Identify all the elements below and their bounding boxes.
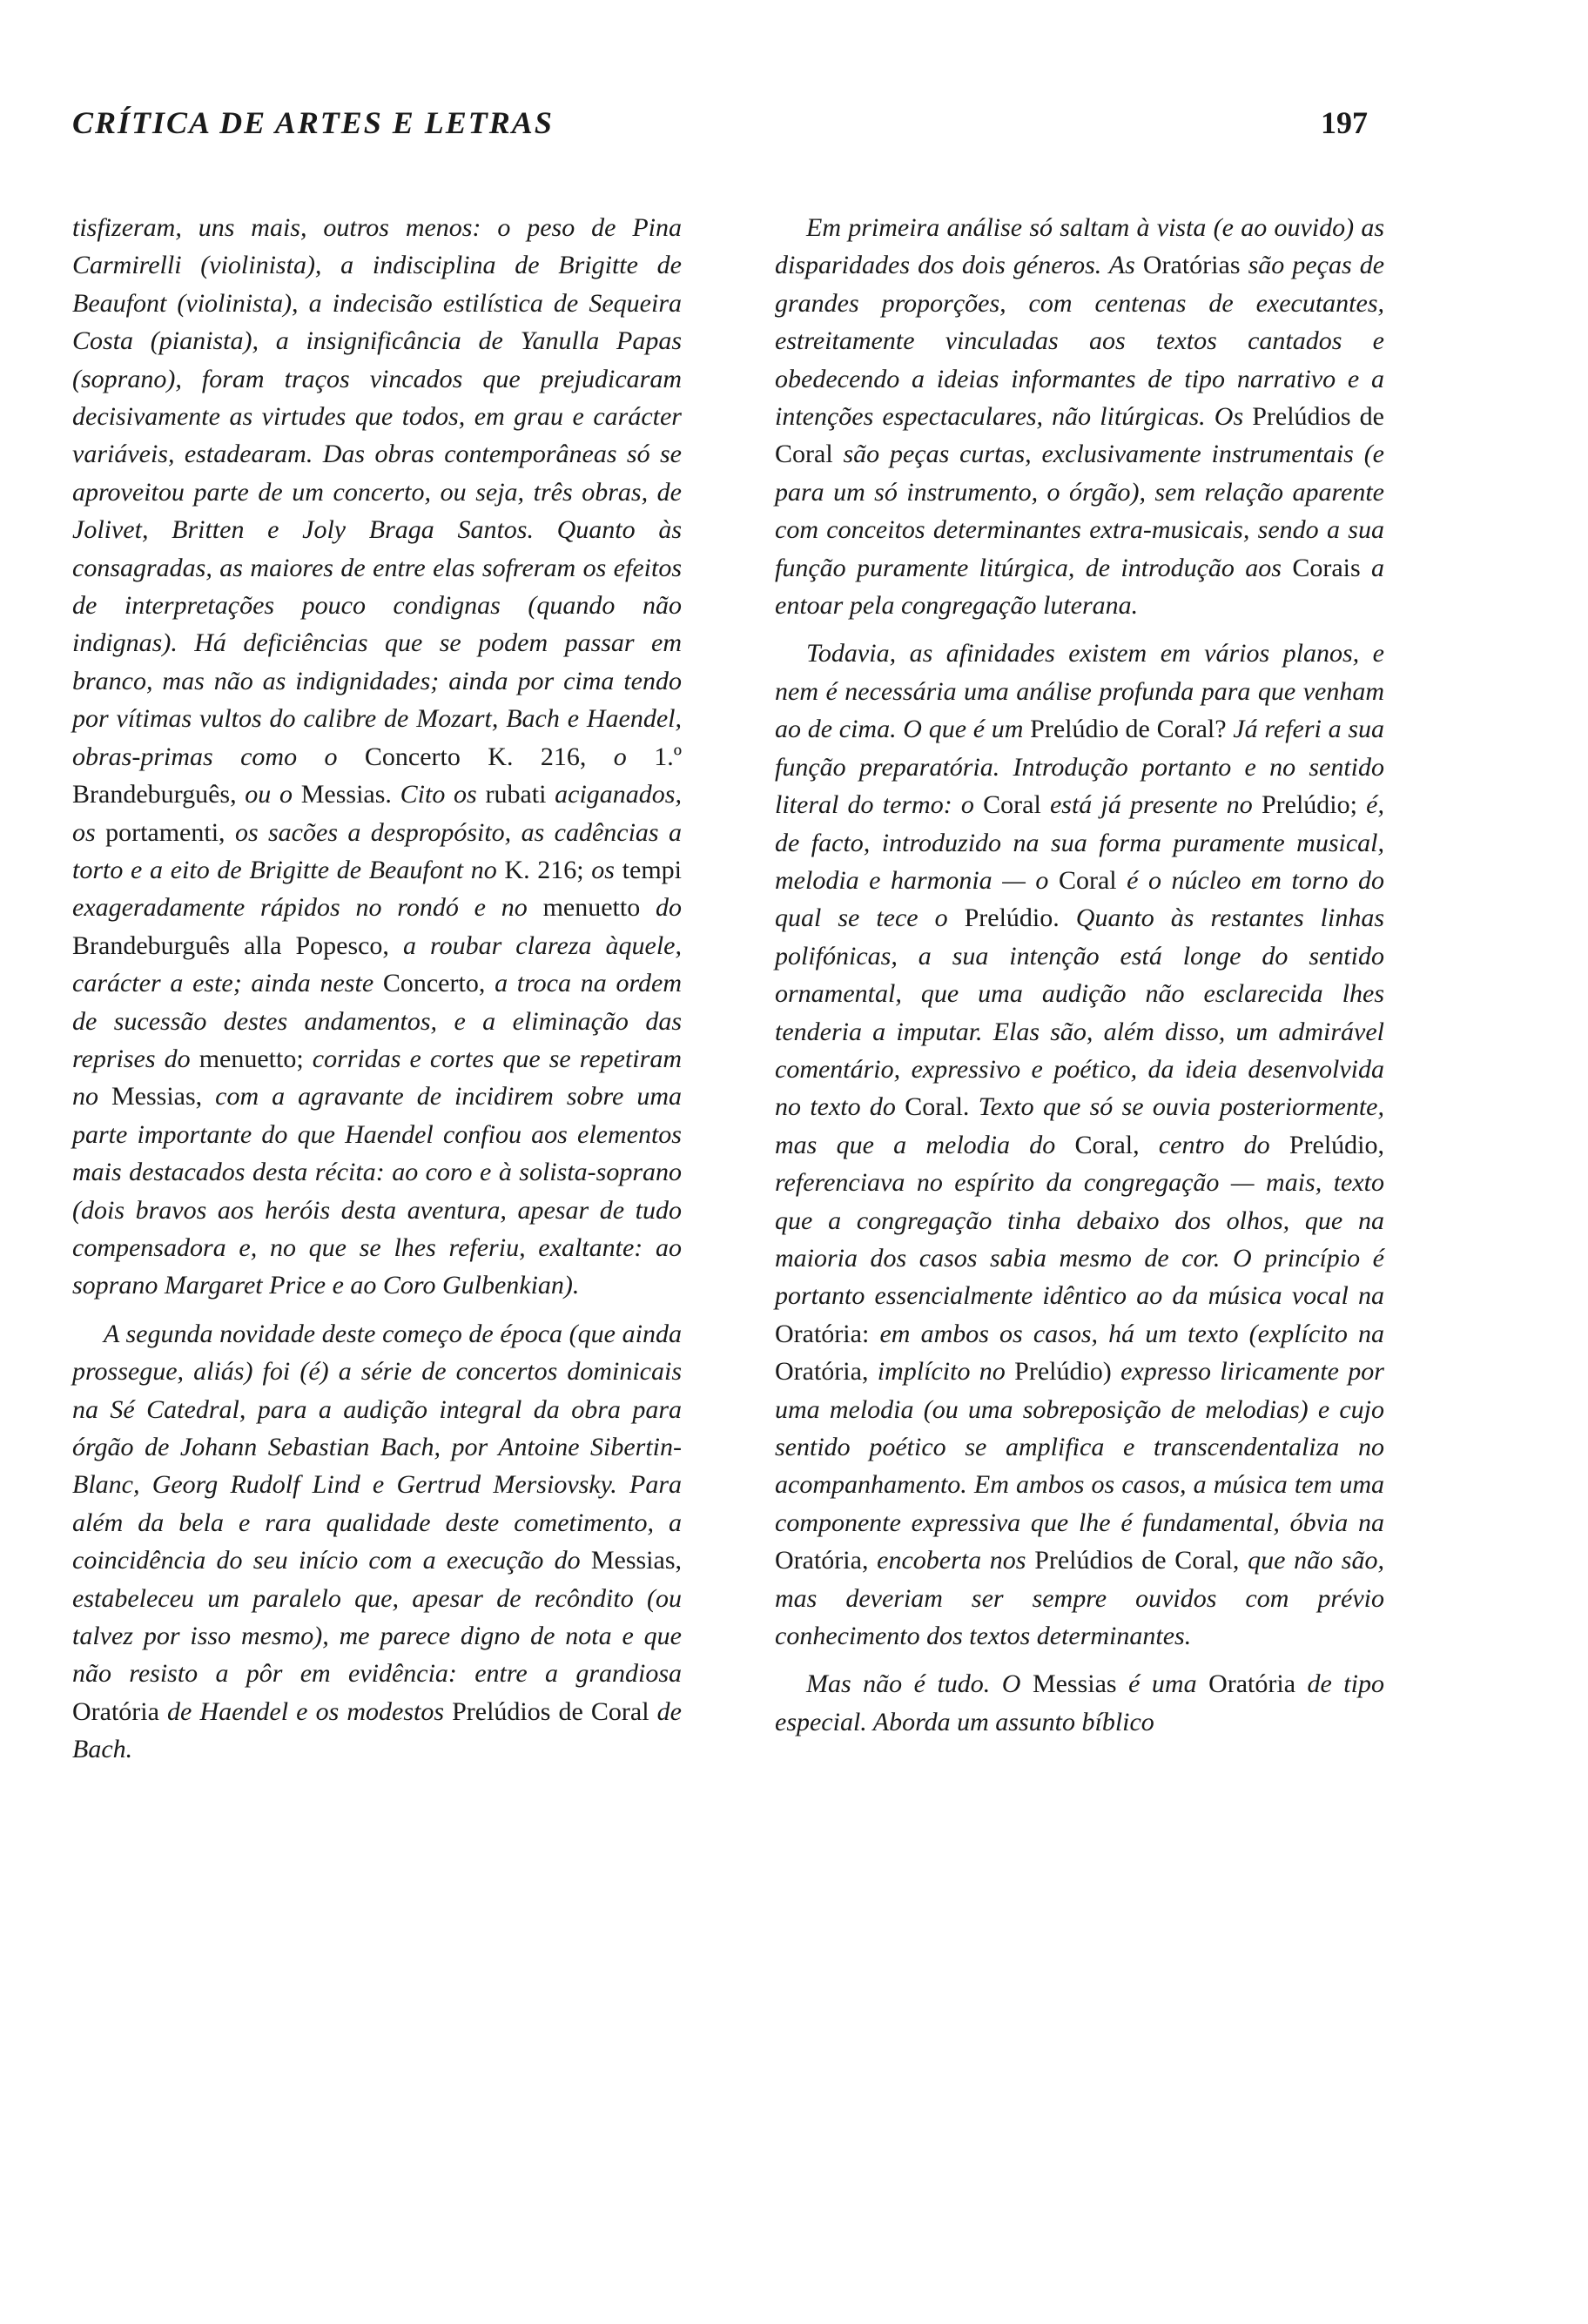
roman-text-run: Prelúdio. (964, 903, 1076, 933)
italic-text-run: ou o (245, 780, 301, 809)
italic-text-run: está já presente no (1049, 790, 1262, 820)
italic-text-run: centro do (1158, 1130, 1289, 1159)
paragraph (775, 635, 1384, 1655)
italic-text-run: o (613, 742, 655, 771)
italic-text-run: é uma (1128, 1669, 1209, 1699)
roman-text-run: Corais (1292, 553, 1372, 582)
roman-text-run: menuetto; (198, 1044, 313, 1073)
italic-text-run: expresso liricamente por uma melodia (ou uma sobreposição de melodias) e cujo sentido poético se amplifica e transcendentaliza no acompanhamento. Em ambos os casos, a música tem uma componente expressiva que lhe é fundamental, óbvia na (775, 1357, 1384, 1537)
italic-text-run: tisfizeram, uns mais, outros menos: o peso de Pina Carmirelli (violinista), a indisciplina de Brigitte de Beaufont (violinista), a indecisão estilística de Sequeira Costa (pianista), a insignificância de Yanulla Papas (soprano), foram traços vincados que prejudicaram decisivamente as virtudes que todos, em grau e carácter variáveis, estadearam. Das obras contemporâneas só se aproveitou parte de um concerto, ou seja, três obras, de Jolivet, Britten e Joly Braga Santos. Quanto às consagradas, as maiores de entre elas sofreram os efeitos de interpretações pouco condignas (quando não indignas). Há deficiências que se podem passar em branco, mas não as indignidades; ainda por cima tendo por vítimas vultos do calibre de Mozart, Bach e Haendel, obras-primas como o (72, 213, 682, 771)
paragraph (72, 1315, 682, 1769)
roman-text-run: Messias. (300, 780, 400, 809)
roman-text-run: Messias (1032, 1669, 1129, 1699)
roman-text-run: Prelúdios de Coral (452, 1696, 657, 1726)
roman-text-run: 1.º Brandeburguês, (72, 742, 683, 809)
right-column (775, 209, 1384, 1741)
roman-text-run: Coral (1058, 865, 1127, 895)
italic-text-run: Todavia, as afinidades existem em vários planos, e nem é necessária uma análise profunda para que venham ao de cima. O que é um (775, 639, 1384, 744)
roman-text-run: Messias, (590, 1546, 682, 1575)
roman-text-run: Coral (983, 790, 1050, 820)
italic-text-run: a roubar clareza àquele, carácter a este; ainda neste (72, 930, 682, 998)
italic-text-run: A segunda novidade deste começo de época (que ainda prossegue, aliás) foi (é) a série de concertos dominicais na Sé Catedral, para a audição integral da obra para órgão de Johann Sebastian Bach, por Antoine Sibertin-Blanc, Georg Rudolf Lind e Gertrud Mersiovsky. Para além da bela e rara qualidade deste cometimento, a coincidência do seu início com a execução do (72, 1319, 682, 1575)
left-column (72, 209, 682, 1769)
italic-text-run: estabeleceu um paralelo que, apesar de recôndito (ou talvez por isso mesmo), me parece digno de nota e que não resisto a pôr em evidência: entre a grandiosa (72, 1583, 682, 1689)
italic-text-run: os (591, 855, 622, 884)
roman-text-run: tempi (622, 855, 682, 884)
roman-text-run: Oratória: (775, 1319, 880, 1348)
italic-text-run: corridas e cortes que se repetiram no (72, 1044, 682, 1112)
italic-text-run: Texto que só se ouvia posteriormente, mas que a melodia do (775, 1092, 1384, 1159)
roman-text-run: Coral. (905, 1092, 979, 1122)
roman-text-run: Oratória, (775, 1546, 878, 1575)
roman-text-run: Coral, (1074, 1130, 1159, 1159)
running-header (72, 104, 1368, 141)
roman-text-run: Prelúdio, (1289, 1130, 1384, 1159)
italic-text-run: são peças de grandes proporções, com centenas de executantes, estreitamente vinculadas aos textos cantados e obedecendo a ideias informantes de tipo narrativo e a intenções espectaculares, não litúrgicas. Os (775, 251, 1385, 432)
italic-text-run: é, de facto, introduzido na sua forma puramente musical, melodia e harmonia — o (775, 790, 1384, 895)
roman-text-run: Prelúdio; (1261, 790, 1367, 820)
italic-text-run: referenciava no espírito da congregação — mais, texto que a congregação tinha debaixo dos olhos, que na maioria dos casos sabia mesmo de cor. O princípio é portanto essencialmente idêntico ao da música vocal na (775, 1168, 1384, 1311)
italic-text-run: Em primeira análise só saltam à vista (e ao ouvido) as disparidades dos dois géneros. As (775, 213, 1384, 280)
roman-text-run: Prelúdio de Coral? (1030, 715, 1234, 744)
roman-text-run: Oratória (72, 1696, 168, 1726)
roman-text-run: Brandeburguês alla Popesco, (72, 930, 403, 960)
italic-text-run: de Bach. (72, 1696, 682, 1764)
italic-text-run: os sacões a despropósito, as cadências a torto e a eito de Brigitte de Beaufont no (72, 817, 682, 884)
italic-text-run: de Haendel e os modestos (167, 1696, 453, 1726)
roman-text-run: Oratória, (775, 1357, 878, 1387)
italic-text-run: Já referi a sua função preparatória. Introdução portanto e no sentido literal do termo: o (775, 715, 1384, 820)
italic-text-run: que não são, mas deveriam ser sempre ouvidos com prévio conhecimento dos textos determinantes. (775, 1546, 1384, 1651)
roman-text-run: portamenti, (105, 817, 235, 847)
italic-text-run: Quanto às restantes linhas polifónicas, a sua intenção está longe do sentido ornamental, que uma audição não esclarecida lhes tenderia a imputar. Elas são, além disso, um admirável comentário, expressivo e poético, da ideia desenvolvida no texto do (775, 903, 1385, 1122)
italic-text-run: a entoar pela congregação luterana. (775, 553, 1385, 621)
roman-text-run: menuetto (542, 893, 656, 923)
italic-text-run: Cito os (400, 780, 486, 809)
roman-text-run: Concerto K. 216, (364, 742, 614, 771)
roman-text-run: Messias, (111, 1082, 216, 1112)
roman-text-run: Prelúdio) (1014, 1357, 1121, 1387)
paragraph (775, 1665, 1384, 1741)
italic-text-run: a troca na ordem de sucessão destes andamentos, e a eliminação das reprises do (72, 969, 682, 1073)
roman-text-run: Prelúdios de Coral (775, 402, 1384, 469)
italic-text-run: Mas não é tudo. O (806, 1669, 1033, 1699)
italic-text-run: é o núcleo em torno do qual se tece o (775, 865, 1384, 933)
italic-text-run: encoberta nos (877, 1546, 1035, 1575)
page-number: 197 (1321, 105, 1368, 140)
roman-text-run: Concerto, (382, 969, 495, 998)
paragraph (775, 209, 1384, 624)
italic-text-run: com a agravante de incidirem sobre uma parte importante do que Haendel confiou aos elementos mais destacados desta récita: ao coro e à solista-soprano (dois bravos aos heróis desta aventura, apesar de tudo compensadora e, no que se lhes referiu, exaltante: ao soprano Margaret Price e ao Coro Gulbenkian). (72, 1082, 683, 1300)
running-title: CRÍTICA DE ARTES E LETRAS (72, 105, 554, 140)
italic-text-run: são peças curtas, exclusivamente instrumentais (e para um só instrumento, o órgão), sem relação aparente com conceitos determinantes extra-musicais, sendo a sua função puramente litúrgica, de introdução aos (775, 440, 1384, 582)
roman-text-run: rubati (485, 780, 555, 809)
roman-text-run: Oratória (1208, 1669, 1308, 1699)
paragraph (72, 209, 682, 1305)
roman-text-run: K. 216; (504, 855, 592, 884)
italic-text-run: do (656, 893, 682, 923)
italic-text-run: em ambos os casos, há um texto (explícito na (879, 1319, 1385, 1348)
italic-text-run: de tipo especial. Aborda um assunto bíblico (775, 1669, 1384, 1736)
italic-text-run: implícito no (877, 1357, 1015, 1387)
italic-text-run: exageradamente rápidos no rondó e no (72, 893, 543, 923)
roman-text-run: Prelúdios de Coral, (1034, 1546, 1248, 1575)
roman-text-run: Oratórias (1142, 251, 1248, 280)
italic-text-run: aciganados, os (72, 780, 682, 847)
